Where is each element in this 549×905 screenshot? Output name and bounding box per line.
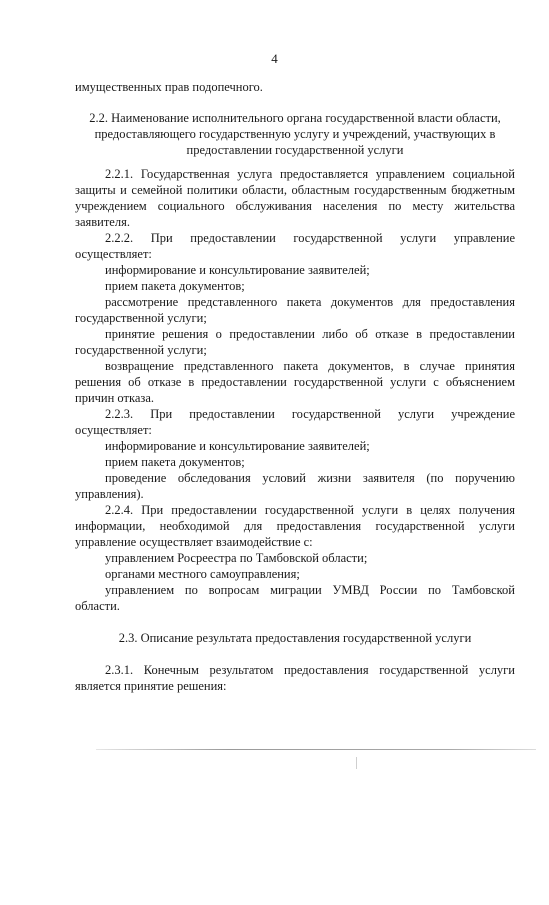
list-item: органами местного самоуправления; (105, 567, 300, 581)
text-line: управления). (75, 487, 144, 501)
list-item: принятие решения о предоставлении либо об отказе в предоставлении (105, 327, 515, 341)
page-number: 4 (271, 51, 278, 66)
text-line: государственной услуги; (75, 311, 207, 325)
text-line: государственной услуги; (75, 343, 207, 357)
section-heading-line: 2.3. Описание результата предоставления государственной услуги (118, 631, 472, 645)
list-item: информирование и консультирование заявителей; (105, 263, 370, 277)
text-line: 2.2.3. При предоставлении государственной услуги учреждение (105, 407, 515, 421)
text-line: имущественных прав подопечного. (75, 80, 263, 94)
scan-rule-line (96, 749, 536, 750)
section-heading-line: предоставляющего государственную услугу и учреждений, участвующих в (94, 127, 496, 141)
text-line: 2.3.1. Конечным результатом предоставления государственной услуги (105, 663, 515, 677)
text-line: осуществляет: (75, 247, 152, 261)
text-line: защиты и семейной политики области, областным государственным бюджетным (75, 183, 515, 197)
section-heading-line: 2.2. Наименование исполнительного органа государственной власти области, (89, 111, 501, 125)
list-item: рассмотрение представленного пакета документов для предоставления (105, 295, 515, 309)
text-line: решения об отказе в предоставлении государственной услуги с объяснением (75, 375, 515, 389)
text-line: 2.2.1. Государственная услуга предоставляется управлением социальной (105, 167, 515, 181)
text-line: учреждением социального обслуживания населения по месту жительства (75, 199, 515, 213)
list-item: проведение обследования условий жизни заявителя (по поручению (105, 471, 515, 485)
text-line: 2.2.2. При предоставлении государственной услуги управление (105, 231, 515, 245)
text-line: является принятие решения: (75, 679, 227, 693)
text-line: заявителя. (75, 215, 130, 229)
section-heading-line: предоставлении государственной услуги (186, 143, 404, 157)
list-item: управлением Росреестра по Тамбовской области; (105, 551, 368, 565)
text-line: причин отказа. (75, 391, 155, 405)
list-item: прием пакета документов; (105, 279, 245, 293)
text-line: управление осуществляет взаимодействие с: (75, 535, 313, 549)
text-line: 2.2.4. При предоставлении государственной услуги в целях получения (105, 503, 515, 517)
text-line: осуществляет: (75, 423, 152, 437)
list-item: возвращение представленного пакета документов, в случае принятия (105, 359, 515, 373)
list-item: информирование и консультирование заявителей; (105, 439, 370, 453)
list-item: прием пакета документов; (105, 455, 245, 469)
text-line: области. (75, 599, 120, 613)
list-item: управлением по вопросам миграции УМВД России по Тамбовской (105, 583, 515, 597)
text-line: информации, необходимой для предоставления государственной услуги (75, 519, 515, 533)
scan-mark (356, 757, 357, 769)
